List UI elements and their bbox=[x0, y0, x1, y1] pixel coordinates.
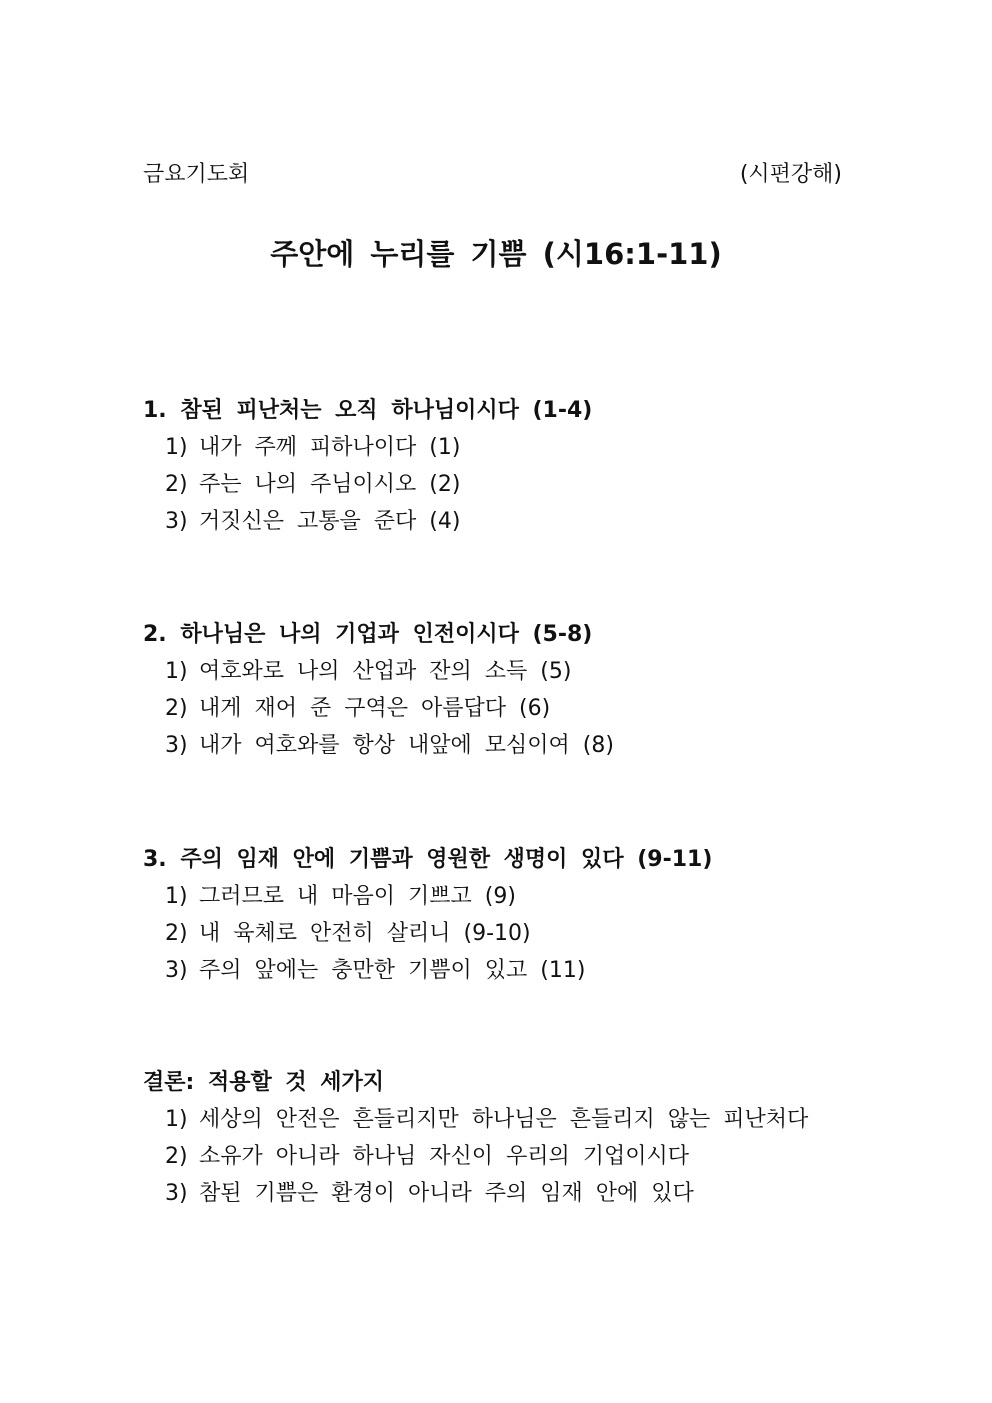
list-item bbox=[143, 657, 903, 694]
list-item bbox=[143, 1179, 903, 1216]
section-heading: 1. 참된 피난처는 오직 하나님이시다 (1-4) bbox=[143, 398, 593, 423]
list-item bbox=[143, 694, 903, 731]
outline-section-1 bbox=[143, 396, 903, 544]
list-item bbox=[143, 882, 903, 919]
service-name: 금요기도회 bbox=[143, 162, 250, 187]
item-number: 1) bbox=[165, 1107, 188, 1132]
item-text: 그러므로 내 마음이 기쁘고 (9) bbox=[199, 884, 516, 909]
outline-section-2 bbox=[143, 620, 903, 768]
item-number: 1) bbox=[165, 884, 188, 909]
item-number: 2) bbox=[165, 696, 188, 721]
list-item bbox=[143, 956, 903, 993]
item-number: 3) bbox=[165, 958, 188, 983]
section-heading: 결론: 적용할 것 세가지 bbox=[143, 1070, 385, 1095]
item-number: 3) bbox=[165, 509, 188, 534]
item-text: 거짓신은 고통을 준다 (4) bbox=[199, 509, 461, 534]
item-number: 3) bbox=[165, 733, 188, 758]
list-item bbox=[143, 1105, 903, 1142]
item-text: 세상의 안전은 흔들리지만 하나님은 흔들리지 않는 피난처다 bbox=[199, 1107, 809, 1132]
section-heading: 2. 하나님은 나의 기업과 인전이시다 (5-8) bbox=[143, 622, 593, 647]
item-text: 참된 기쁨은 환경이 아니라 주의 임재 안에 있다 bbox=[199, 1181, 694, 1206]
item-number: 1) bbox=[165, 659, 188, 684]
list-item bbox=[143, 1142, 903, 1179]
item-number: 2) bbox=[165, 472, 188, 497]
item-text: 내가 주께 피하나이다 (1) bbox=[199, 435, 461, 460]
outline-section-3 bbox=[143, 845, 903, 993]
page-title: 주안에 누리를 기쁨 (시16:1-11) bbox=[270, 237, 722, 271]
item-text: 내 육체로 안전히 살리니 (9-10) bbox=[199, 921, 531, 946]
conclusion-section bbox=[143, 1068, 903, 1216]
item-text: 여호와로 나의 산업과 잔의 소득 (5) bbox=[199, 659, 572, 684]
section-heading: 3. 주의 임재 안에 기쁨과 영원한 생명이 있다 (9-11) bbox=[143, 847, 713, 872]
list-item bbox=[143, 507, 903, 544]
item-number: 1) bbox=[165, 435, 188, 460]
list-item bbox=[143, 731, 903, 768]
item-number: 2) bbox=[165, 921, 188, 946]
item-text: 내게 재어 준 구역은 아름답다 (6) bbox=[199, 696, 551, 721]
item-number: 2) bbox=[165, 1144, 188, 1169]
item-text: 소유가 아니라 하나님 자신이 우리의 기업이시다 bbox=[199, 1144, 690, 1169]
list-item bbox=[143, 433, 903, 470]
list-item bbox=[143, 919, 903, 956]
item-text: 주의 앞에는 충만한 기쁨이 있고 (11) bbox=[199, 958, 586, 983]
list-item bbox=[143, 470, 903, 507]
item-number: 3) bbox=[165, 1181, 188, 1206]
item-text: 주는 나의 주님이시오 (2) bbox=[199, 472, 461, 497]
series-name: (시편강해) bbox=[739, 162, 842, 187]
item-text: 내가 여호와를 항상 내앞에 모심이여 (8) bbox=[199, 733, 614, 758]
